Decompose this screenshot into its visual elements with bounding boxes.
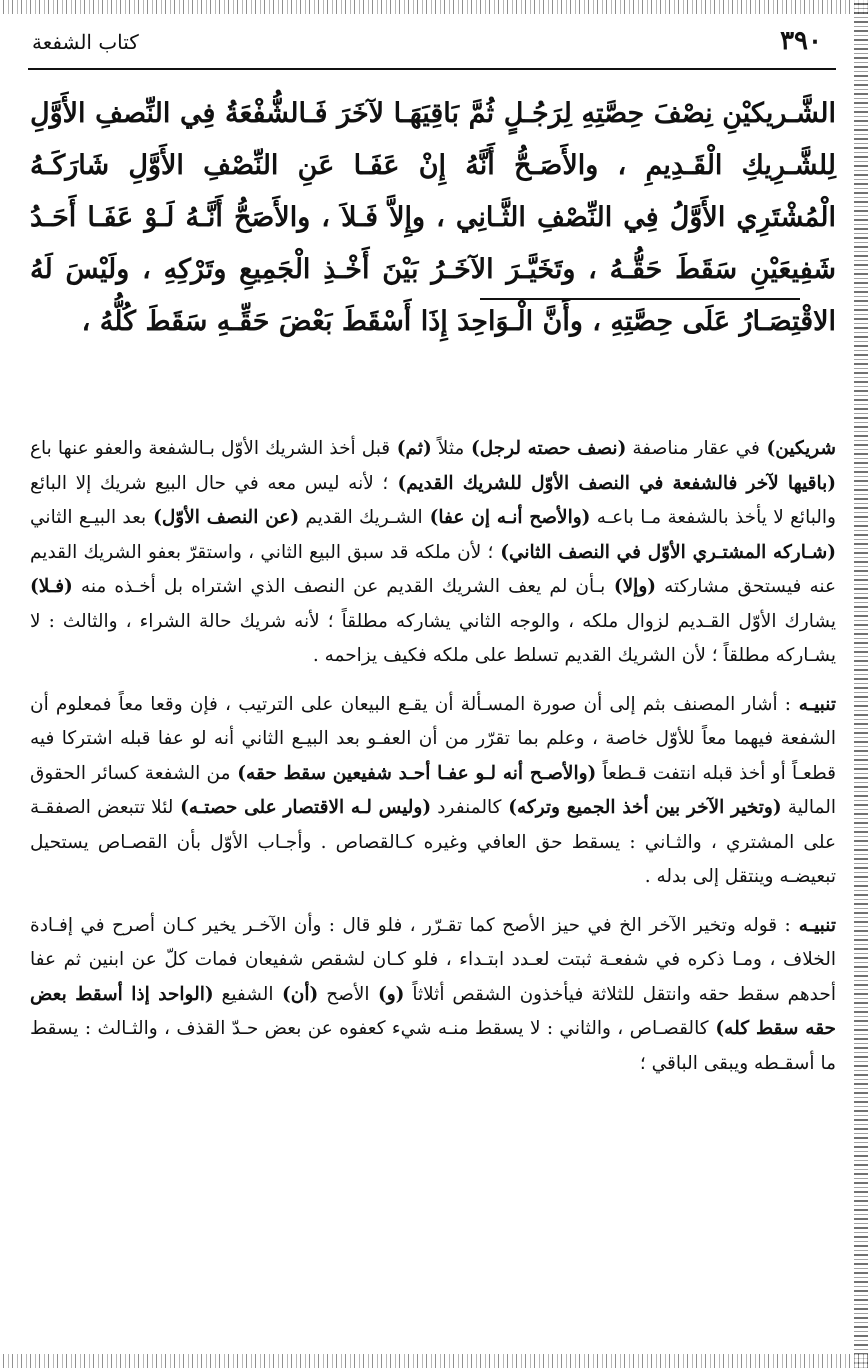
bold-quote: (ثم) [390, 438, 432, 459]
bold-quote: (الواحد إذا أسقط بعض حقه سقط كله) [30, 983, 836, 1039]
bold-quote: تنبيـه [791, 693, 836, 715]
separator-rule [480, 298, 800, 300]
text-run: بـأن لم يعف الشريك القديم عن النصف الذي اشتراه بل أخـذه منه [72, 576, 606, 597]
bold-quote: (والأصـح أنه لـو عفـا أحـد شفيعين سقط حقه) [230, 762, 597, 784]
text-run: في عقار مناصفة [626, 438, 760, 459]
bottom-ornamental-border [0, 1354, 868, 1368]
text-run: : قوله وتخير الآخر الخ في حيز الأصح كما تقـرّر ، فلو قال : وأن الآخـر يخير كـان أصرح في إفـادة الخلاف ، ومـا ذكره في شفعـة ثبتت لعـدد ابتـداء ، فلو كـان لشقص شفيعان فمات كلّ عن ابنين ثم عفا أحدهم سقط حقه وانتقل للثلاثة فيأخذون الشقص أثلاثاً [30, 914, 836, 1005]
text-run: : أشار المصنف بثم إلى أن صورة المسـألة أن يقـع البيعان على الترتيب ، فإن وقعا معاً فمعلوم أن الشفعة فيهما معاً للأوّل خاصة ، وعلم بما تقرّر من أن العفـو بعد البيـع الثاني أنه لو عفا قبله اشتركا فيه قطعـاً أو أخذ قبله انتفت قـطعاً [30, 693, 836, 784]
bold-quote: تنبيـه [790, 914, 836, 936]
commentary [30, 432, 836, 1095]
text-run: لئلا تتبعض الصفقـة على المشتري ، والثـاني : يسقط حق العافي وغيره كـالقصاص . وأجـاب الأوّل بأن القصـاص يستحيل تبعيضـه وينتقل إلى بدله . [30, 797, 836, 887]
text-run: كالقصـاص ، والثاني : لا يسقط منـه شيء كعفوه عن بعض حـدّ القذف ، والثـالث : يسقط ما أسقـطه ويبقى الباقي ؛ [30, 1018, 836, 1074]
commentary-paragraph-1 [30, 432, 836, 674]
bold-quote: (عن النصف الأوّل) [146, 507, 300, 528]
main-text: الشَّـريكيْنِ نِصْفَ حِصَّتِهِ لِرَجُـلٍ ثُمَّ بَاقِيَهَـا لآخَرَ فَـالشُّفْعَةُ فِي النِّصفِ الأَوَّلِ لِلشَّـرِيكِ الْقَـدِيمِ ، والأَصَـحُّ أَنَّهُ إِنْ عَفَـا عَنِ النِّصْفِ الأَوَّلِ شَارَكَـهُ الْمُشْتَرِي الأَوَّلُ فِي النِّصْفِ الثَّـانِي ، وإِلاَّ فَـلاَ ، والأَصَحُّ أَنَّـهُ لَـوْ عَفَـا أَحَـدُ شَفِيعَيْنِ سَقَطَ حَقُّـهُ ، وتَخَيَّـرَ الآخَـرُ بَيْنَ أَخْـذِ الْجَمِيعِ وتَرْكِهِ ، ولَيْسَ لَهُ الاقْتِصَـارُ عَلَى حِصَّتِهِ ، وأَنَّ الْـوَاحِدَ إِذَا أَسْقَطَ بَعْضَ حَقِّـهِ سَقَطَ كُلُّهُ ، [30, 98, 836, 337]
commentary-paragraph-2 [30, 688, 836, 895]
bold-quote: (نصف حصته لرجل) [464, 438, 627, 459]
text-run: قبل أخذ الشريك الأوّل بـالشفعة والعفو عنها باع [30, 438, 391, 459]
book-title: كتاب الشفعة [32, 30, 139, 54]
text-run: ؛ لأن ملكه قد سبق البيع الثاني ، واستقرّ بعفو الشريك القديم عنه فيستحق مشاركته [30, 541, 836, 597]
bold-quote: (والأصح أنـه إن عفا) [422, 507, 591, 528]
text-run: الشفيع [213, 983, 274, 1005]
bold-quote: (أن) [273, 983, 319, 1005]
bold-quote: (وإلا) [605, 576, 657, 597]
bold-quote: (و) [369, 983, 405, 1005]
text-run: يشارك الأوّل القـديم لزوال ملكه ، والوجه الثاني يشاركه مطلقاً ؛ لأنه شريك حالة الشراء ، والثالث : لا يشـاركه مطلقاً ؛ لأن الشريك القديم تسلط على ملكه فكيف يزاحمه . [30, 610, 836, 666]
page-number: ٣٩٠ [780, 26, 822, 56]
text-run: من الشفعة كسائر الحقوق المالية [30, 762, 837, 818]
text-run: بعد البيـع الثاني [30, 507, 147, 528]
text-run: كالمنفرد [431, 797, 502, 818]
right-ornamental-border [854, 0, 868, 1368]
bold-quote: (فـلا) [30, 576, 73, 597]
text-run: الأصح [318, 983, 370, 1005]
bold-quote: (وتخير الآخر بين أخذ الجميع وتركه) [501, 797, 782, 818]
bold-quote: شريكين) [759, 438, 836, 459]
bold-quote: (وليس لـه الاقتصار على حصتـه) [173, 797, 432, 818]
top-ornamental-border [0, 0, 868, 14]
text-run: الشـريك القديم [299, 507, 423, 528]
commentary-paragraph-3 [30, 909, 836, 1082]
text-run: ؛ لأنه ليس معه في حال البيع شريك إلا البائع والبائع لا يأخذ بالشفعة مـا باعـه [30, 472, 836, 528]
page-header [28, 24, 836, 70]
bold-quote: (باقيها لآخر فالشفعة في النصف الأوّل للشريك القديم) [388, 472, 836, 494]
bold-quote: (شـاركه المشتـري الأوّل في النصف الثاني) [493, 541, 837, 563]
text-run: مثلاً [431, 438, 465, 459]
